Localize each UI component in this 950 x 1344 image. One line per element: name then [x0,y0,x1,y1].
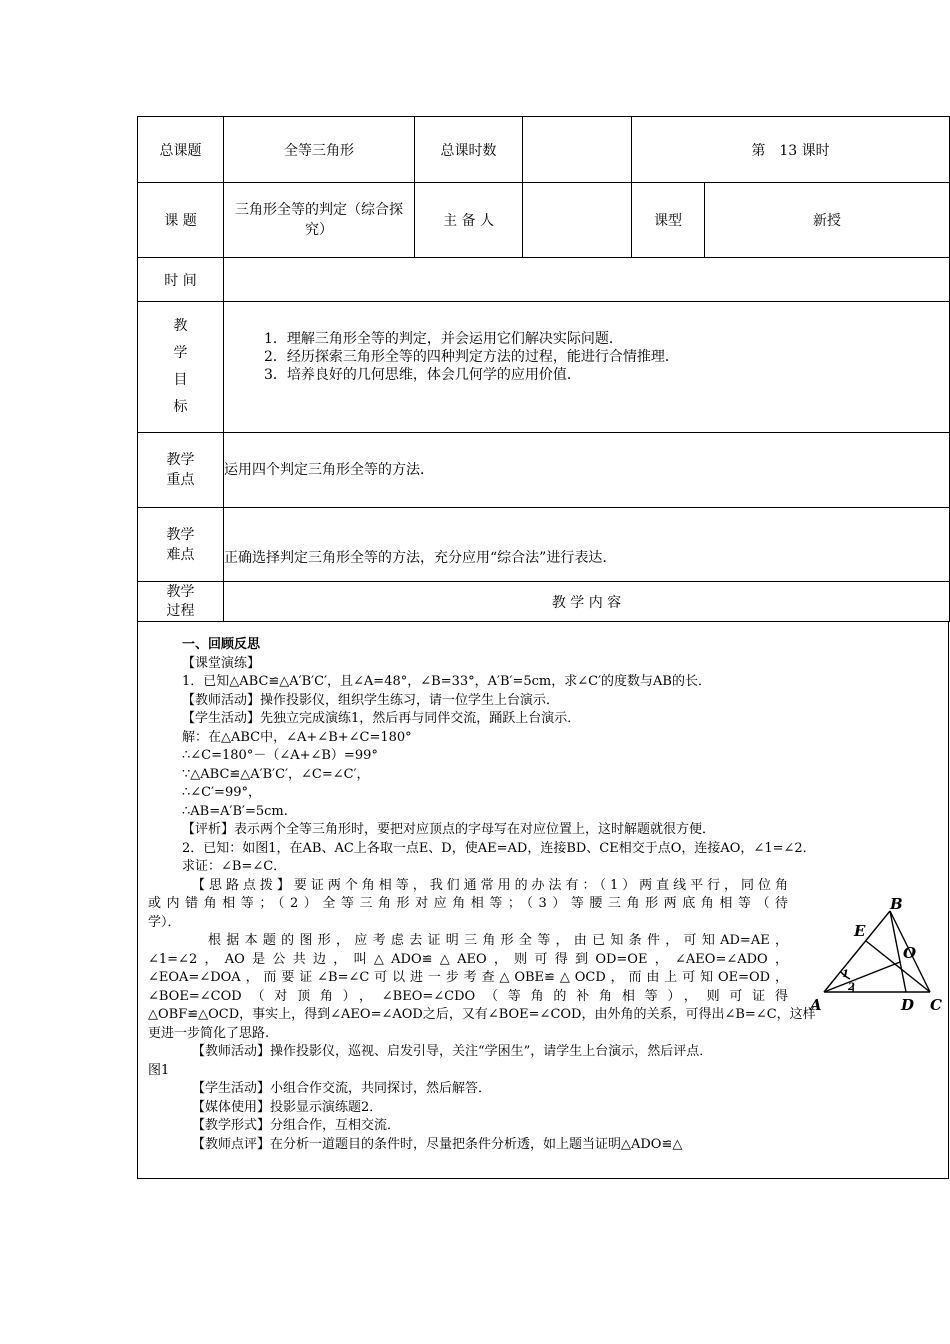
process-label-2: 过程 [166,602,195,619]
goals-list [224,302,950,433]
diff-label-1: 教学 [166,526,195,543]
analysis-line: ∠BOE=∠COD（对顶角），∠BEO=∠CDO（等角的补角相等），则可证得 [148,988,788,1004]
label-E: E [854,922,866,940]
analysis-line: 更进一步简化了思路. [148,1025,270,1041]
lesson-number: 第 13 课时 [632,117,950,183]
question-2-prove: 求证：∠B=∠C． [182,859,287,874]
analysis-line: 根据本题的图形，应考虑去证明三角形全等，由已知条件，可知AD=AE， [208,933,788,948]
question-2: 2．已知：如图1，在AB、AC上各取一点E、D，使AE=AD，连接BD、CE相交于点O，连接AO，∠1=∠2． [182,840,816,856]
topic-value: 全等三角形 [224,117,415,183]
goals-label-1: 教 [173,318,188,334]
goals-label-2: 学 [173,345,188,361]
student-activity-2: 【学生活动】小组合作交流，共同探讨，然后解答． [192,1081,492,1096]
hint-line: 或内错角相等；（2）全等三角形对应角相等；（3）等腰三角形两底角相等（待 [148,896,788,911]
hint-line: 学）． [148,914,181,930]
goal-item: 3．培养良好的几何思维，体会几何学的应用价值． [264,367,581,383]
teacher-activity-2: 【教师活动】操作投影仪，巡视、启发引导，关注“学困生”，请学生上台演示，然后评点． [192,1044,713,1059]
label-goals [138,302,224,433]
lesson-plan-sheet [137,116,949,1179]
question-1: 1．已知△ABC≌△A′B′C′，且∠A=48°，∠B=33°，A′B′=5cm，求∠C′的度数与AB的长． [182,674,711,689]
time-value [224,258,950,302]
teacher-activity-1: 【教师活动】操作投影仪，组织学生练习，请一位学生上台演示． [182,692,560,708]
student-activity-1: 【学生活动】先独立完成演练1，然后再与同伴交流，踊跃上台演示． [182,711,581,726]
lesson-title: 三角形全等的判定（综合探究） [224,183,415,258]
process-label-1: 教学 [166,583,195,600]
solution-line: 解：在△ABC中，∠A+∠B+∠C=180° [182,729,412,745]
header-table [137,116,950,622]
analysis-line: ∠1=∠2，AO是公共边，叫△ADO≌△AEO，则可得到OD=OE，∠AEO=∠ADO， [148,951,788,967]
label-type: 课型 [632,183,705,258]
teaching-form: 【教学形式】分组合作，互相交流． [192,1118,401,1133]
label-time: 时 间 [138,258,224,302]
label-lesson: 课 题 [138,183,224,258]
goals-label-4: 标 [173,399,188,415]
diff-label-2: 难点 [166,546,195,563]
type-value: 新授 [705,183,950,258]
teacher-review: 【教师点评】在分析一道题目的条件时，尽量把条件分析透，如上题当证明△ADO≌△ [192,1136,683,1152]
goals-label-3: 目 [173,372,188,388]
figure-caption: 图1 [148,1062,170,1078]
difficulty-text: 正确选择判定三角形全等的方法，充分应用“综合法”进行表达． [224,508,950,582]
key-point-text: 运用四个判定三角形全等的方法． [224,433,950,508]
solution-line: ∴∠C′=99°， [182,785,261,800]
practice-tag: 【课堂演练】 [182,655,261,671]
triangle-figure [810,898,948,1023]
label-D: D [901,996,915,1014]
label-angle-1: 1 [842,969,849,980]
preparer-value [523,183,632,258]
total-hours-value [523,117,632,183]
key-label-2: 重点 [166,472,195,488]
solution-line: ∵△ABC≌△A′B′C′，∠C=∠C′， [182,766,370,782]
analysis-line: ∠EOA=∠DOA，而要证∠B=∠C可以进一步考查△OBE≌△OCD，而由上可知OE=OD， [148,970,788,985]
analysis-line: △OBF≌△OCD，事实上，得到∠AEO=∠AOD之后，又有∠BOE=∠COD，由外角的关系，可得出∠B=∠C，这样 [148,1007,816,1022]
label-angle-2: 2 [848,982,855,993]
label-preparer: 主 备 人 [415,183,523,258]
label-C: C [930,996,942,1014]
lesson-content [137,622,949,1179]
label-difficulty [138,508,224,582]
label-total-hours: 总课时数 [415,117,523,183]
label-key-point [138,433,224,508]
label-topic: 总课题 [138,117,224,183]
process-heading: 教 学 内 容 [224,582,950,622]
solution-line: ∴AB=A′B′=5cm. [182,803,288,819]
media-usage: 【媒体使用】投影显示演练题2． [192,1099,383,1115]
label-process [138,582,224,622]
label-O: O [903,944,917,962]
comment-1: 【评析】表示两个全等三角形时，要把对应顶点的字母写在对应位置上，这时解题就很方便． [182,822,716,837]
hint-line: 【思路点拨】要证两个角相等，我们通常用的办法有：（1）两直线平行，同位角 [192,877,788,893]
label-A: A [810,996,822,1014]
section-heading: 一、回顾反思 [182,637,261,652]
label-B: B [890,898,903,913]
goal-item: 1．理解三角形全等的判定，并会运用它们解决实际问题． [264,331,623,347]
goal-item: 2．经历探索三角形全等的四种判定方法的过程，能进行合情推理． [264,349,679,365]
key-label-1: 教学 [166,452,195,468]
solution-line: ∴∠C=180°－（∠A+∠B）=99° [182,748,378,763]
